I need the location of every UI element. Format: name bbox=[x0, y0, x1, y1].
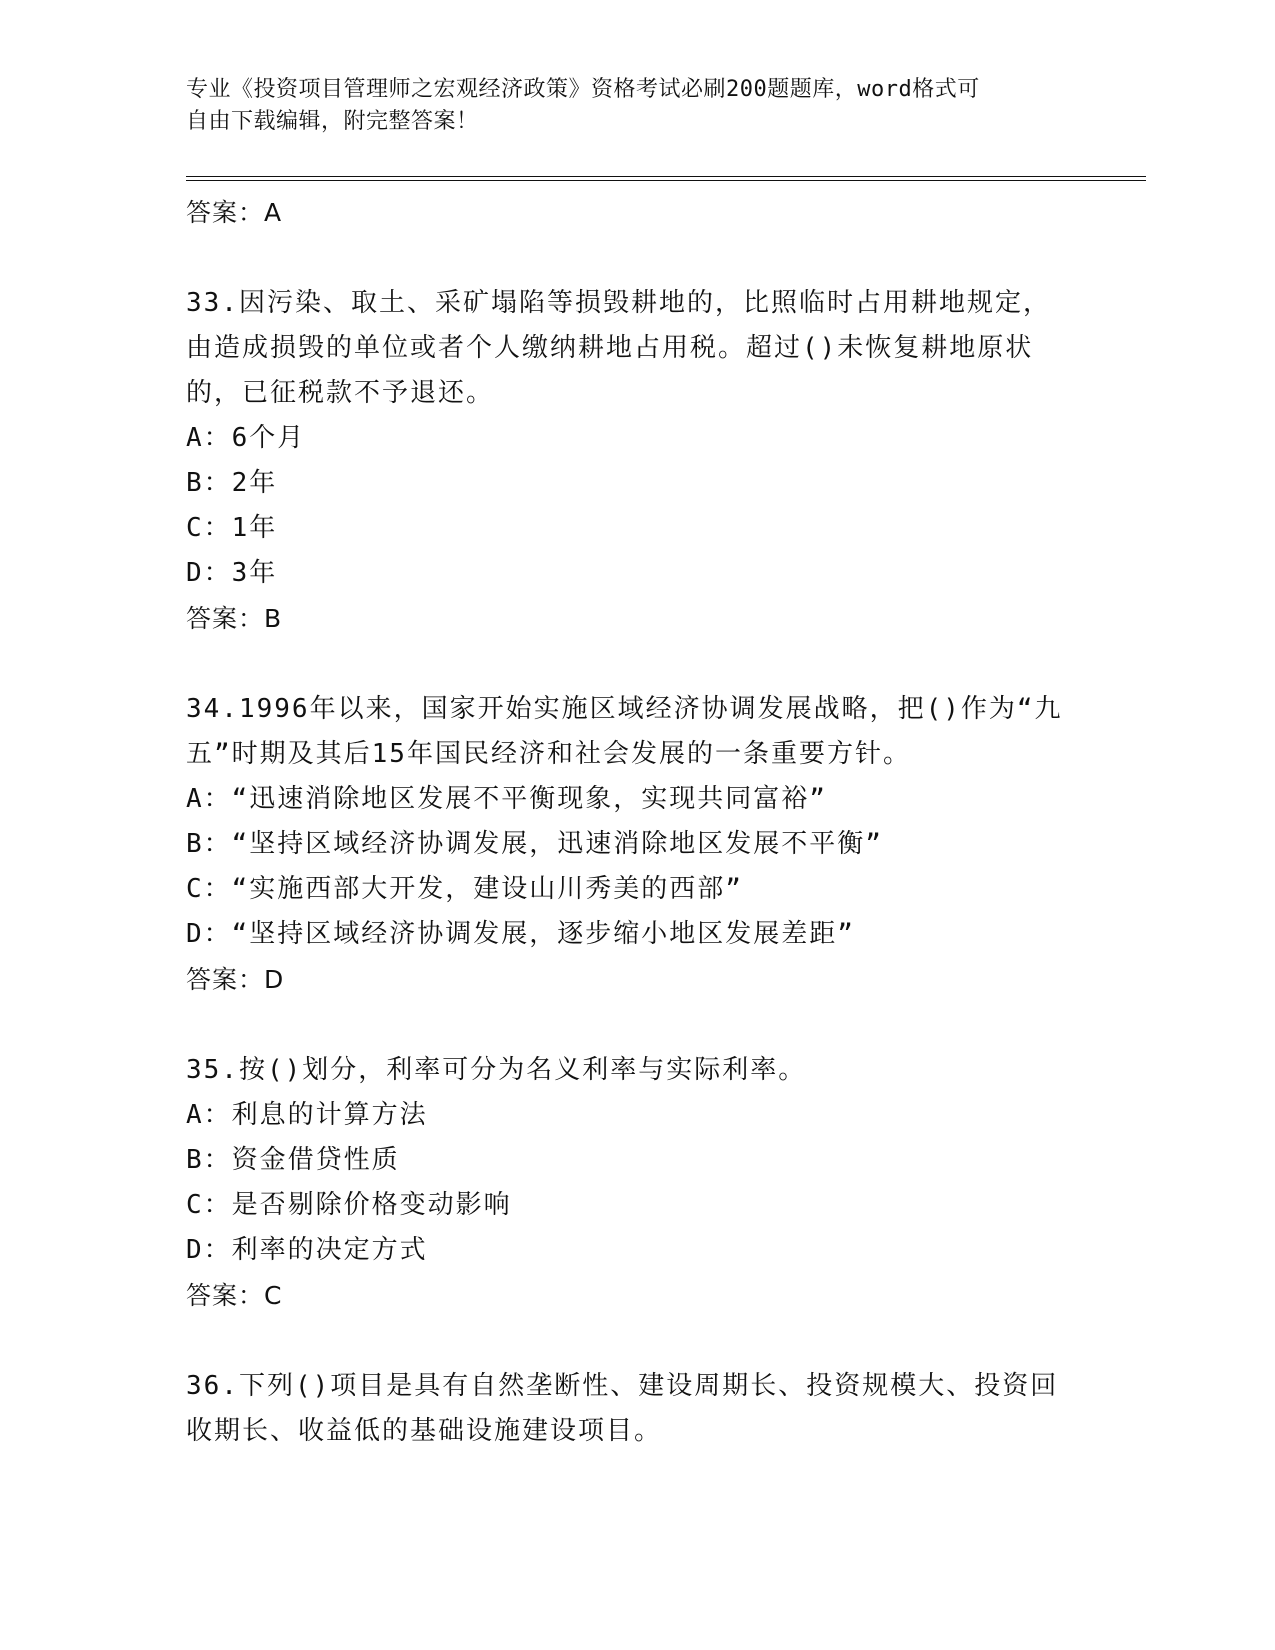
question-text-line: 由造成损毁的单位或者个人缴纳耕地占用税。超过()未恢复耕地原状 bbox=[186, 333, 1034, 363]
spacer bbox=[186, 1318, 1086, 1364]
spacer bbox=[186, 1002, 1086, 1048]
option-b: B：“坚持区域经济协调发展，迅速消除地区发展不平衡” bbox=[186, 829, 883, 859]
question-text-line: 34.1996年以来，国家开始实施区域经济协调发展战略，把()作为“九 bbox=[186, 694, 1063, 724]
option-c: C：是否剔除价格变动影响 bbox=[186, 1190, 512, 1220]
question-text-line: 五”时期及其后15年国民经济和社会发展的一条重要方针。 bbox=[186, 739, 911, 769]
question-33 bbox=[186, 281, 1086, 641]
question-34 bbox=[186, 687, 1086, 1002]
question-36 bbox=[186, 1364, 1086, 1454]
question-text-line: 35.按()划分，利率可分为名义利率与实际利率。 bbox=[186, 1055, 807, 1085]
option-c: C：“实施西部大开发，建设山川秀美的西部” bbox=[186, 874, 743, 904]
option-a: A：利息的计算方法 bbox=[186, 1100, 428, 1130]
header-line-2: 自由下载编辑，附完整答案！ bbox=[186, 109, 479, 134]
question-text-line: 36.下列()项目是具有自然垄断性、建设周期长、投资规模大、投资回 bbox=[186, 1371, 1059, 1401]
answer: 答案：B bbox=[186, 604, 283, 633]
option-c: C：1年 bbox=[186, 513, 278, 543]
question-text-line: 33.因污染、取土、采矿塌陷等损毁耕地的，比照临时占用耕地规定， bbox=[186, 288, 1051, 318]
option-d: D：3年 bbox=[186, 558, 278, 588]
question-text-line: 的，已征税款不予退还。 bbox=[186, 378, 495, 408]
spacer bbox=[186, 641, 1086, 687]
option-b: B：资金借贷性质 bbox=[186, 1145, 400, 1175]
question-text-line: 收期长、收益低的基础设施建设项目。 bbox=[186, 1416, 663, 1446]
option-b: B：2年 bbox=[186, 468, 278, 498]
question-list bbox=[186, 190, 1086, 1454]
question-35 bbox=[186, 1048, 1086, 1318]
header-divider bbox=[186, 176, 1146, 181]
previous-answer: 答案：A bbox=[186, 198, 283, 227]
answer: 答案：C bbox=[186, 1281, 283, 1310]
spacer bbox=[186, 235, 1086, 281]
option-a: A：6个月 bbox=[186, 423, 306, 453]
document-header bbox=[186, 74, 1086, 138]
header-line-1: 专业《投资项目管理师之宏观经济政策》资格考试必刷200题题库，word格式可 bbox=[186, 77, 980, 102]
option-a: A：“迅速消除地区发展不平衡现象，实现共同富裕” bbox=[186, 784, 827, 814]
option-d: D：利率的决定方式 bbox=[186, 1235, 428, 1265]
option-d: D：“坚持区域经济协调发展，逐步缩小地区发展差距” bbox=[186, 919, 855, 949]
answer: 答案：D bbox=[186, 965, 285, 994]
